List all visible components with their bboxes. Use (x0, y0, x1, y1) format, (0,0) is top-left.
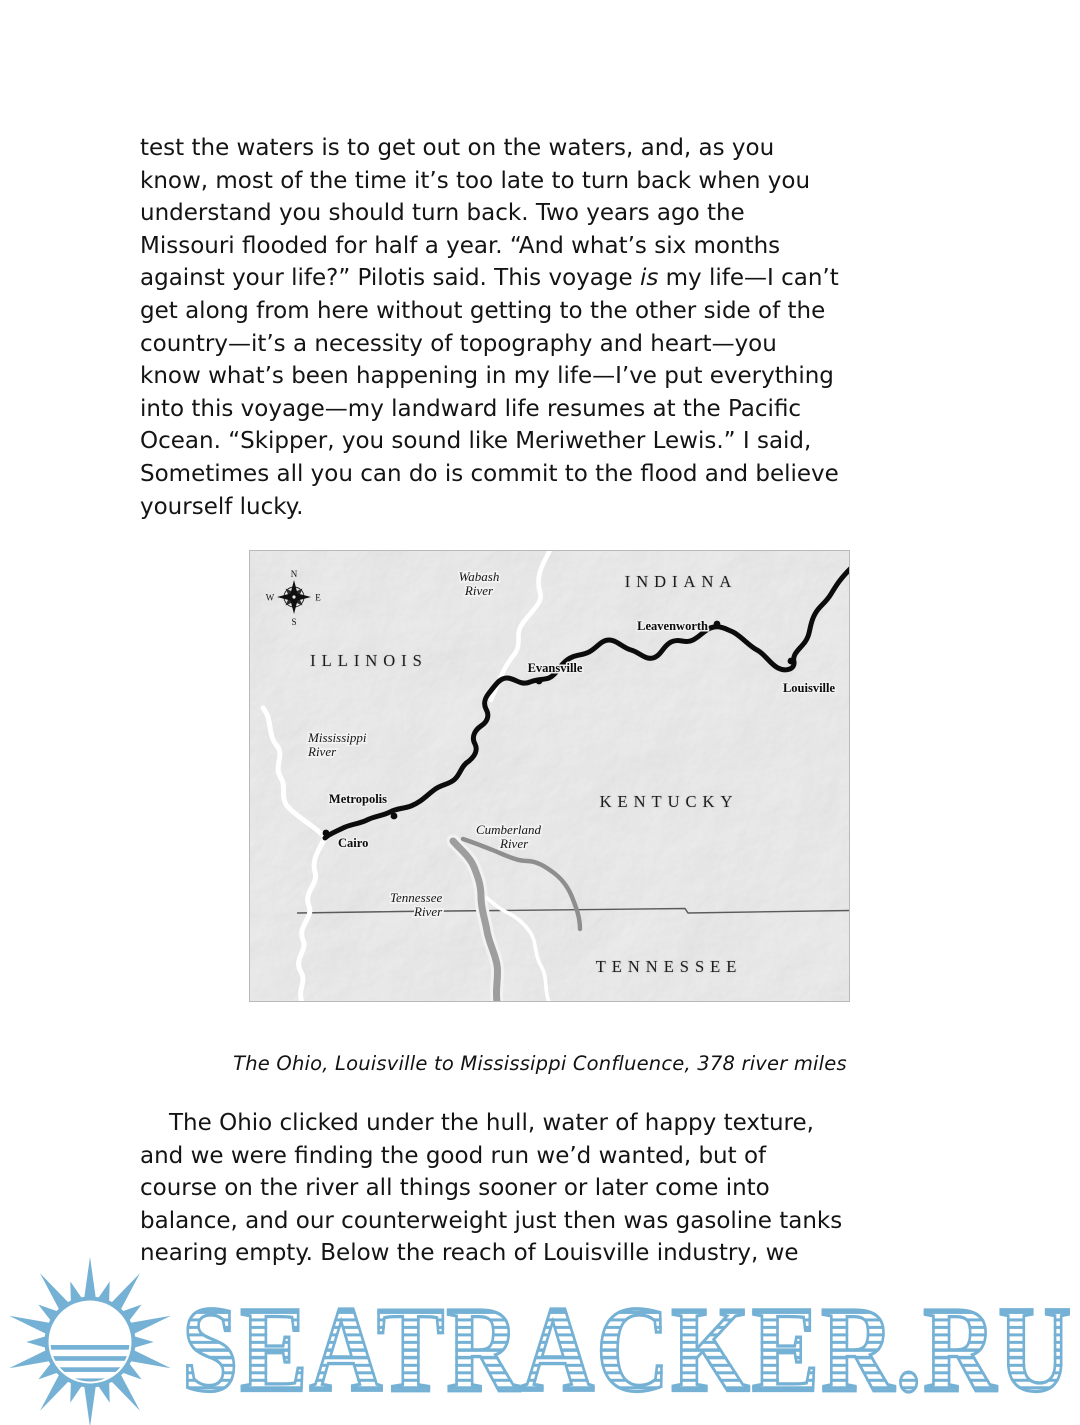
page-text-paragraph-1 (140, 132, 958, 523)
state-label-kentucky: KENTUCKY (599, 792, 739, 811)
text-segment: against your life?” Pilotis said. This voyage (140, 265, 640, 292)
city-dot-evansville (536, 678, 543, 685)
river-label-wabash-2: River (464, 583, 494, 598)
text-segment: my life—I can’t (658, 265, 839, 292)
compass-label-w: W (265, 592, 275, 603)
river-label-mississippi-1: Mississippi (308, 730, 367, 745)
watermark-text: SEATRACKER.RU (182, 1280, 1074, 1418)
city-dot-leavenworth (714, 621, 721, 628)
page-text-paragraph-2 (140, 1107, 958, 1270)
city-label-metropolis: Metropolis (328, 792, 387, 806)
text-line: understand you should turn back. Two years ago the (140, 200, 745, 227)
state-label-illinois: ILLINOIS (310, 651, 428, 670)
state-label-tennessee: TENNESSEE (595, 957, 743, 976)
city-label-louisville: Louisville (782, 681, 836, 695)
text-line: know, most of the time it’s too late to turn back when you (140, 167, 811, 194)
city-dot-louisville (788, 658, 795, 665)
compass-label-e: E (315, 592, 321, 603)
city-label-evansville: Evansville (527, 661, 583, 675)
river-label-wabash-1: Wabash (458, 569, 500, 584)
ohio-river-map (249, 550, 850, 1002)
city-label-cairo: Cairo (338, 836, 369, 850)
river-label-cumberland-2: River (500, 836, 529, 851)
city-dot-metropolis (391, 813, 398, 820)
compass-label-n: N (290, 569, 298, 579)
state-label-indiana: INDIANA (624, 572, 738, 591)
sun-logo-icon (4, 1256, 176, 1425)
map-caption: The Ohio, Louisville to Mississippi Confluence, 378 river miles (233, 1052, 847, 1075)
river-label-mississippi-2: River (308, 744, 337, 759)
text-line-with-italic (140, 262, 958, 295)
text-line: country—it’s a necessity of topography and heart—you (140, 330, 777, 357)
river-label-cumberland-1: Cumberland (476, 822, 541, 837)
text-line: know what’s been happening in my life—I’ve put everything (140, 363, 834, 390)
watermark (0, 1256, 1080, 1425)
text-line: yourself lucky. (140, 493, 304, 520)
river-label-tennessee-2: River (414, 904, 443, 919)
text-line: test the waters is to get out on the waters, and, as you (140, 135, 775, 161)
city-dot-cairo (323, 830, 330, 837)
text-line: balance, and our counterweight just then was gasoline tanks (140, 1207, 843, 1234)
map-figure (249, 550, 850, 1002)
compass-label-s: S (291, 617, 297, 627)
text-line: The Ohio clicked under the hull, water of happy texture, (169, 1110, 814, 1136)
relief-background (249, 550, 850, 1002)
text-line: and we were finding the good run we’d wanted, but of (140, 1142, 767, 1169)
text-line: Ocean. “Skipper, you sound like Meriwether Lewis.” I said, (140, 428, 812, 455)
river-label-tennessee-1: Tennessee (390, 890, 443, 905)
city-label-leavenworth: Leavenworth (637, 619, 708, 633)
text-line: course on the river all things sooner or later come into (140, 1175, 770, 1202)
text-line: Missouri flooded for half a year. “And what’s six months (140, 232, 781, 259)
italic-word: is (639, 265, 659, 292)
text-line: nearing empty. Below the reach of Louisville industry, we (140, 1240, 799, 1267)
text-line: Sometimes all you can do is commit to the flood and believe (140, 460, 839, 487)
text-line: into this voyage—my landward life resumes at the Pacific (140, 395, 802, 422)
text-line: get along from here without getting to the other side of the (140, 297, 826, 324)
